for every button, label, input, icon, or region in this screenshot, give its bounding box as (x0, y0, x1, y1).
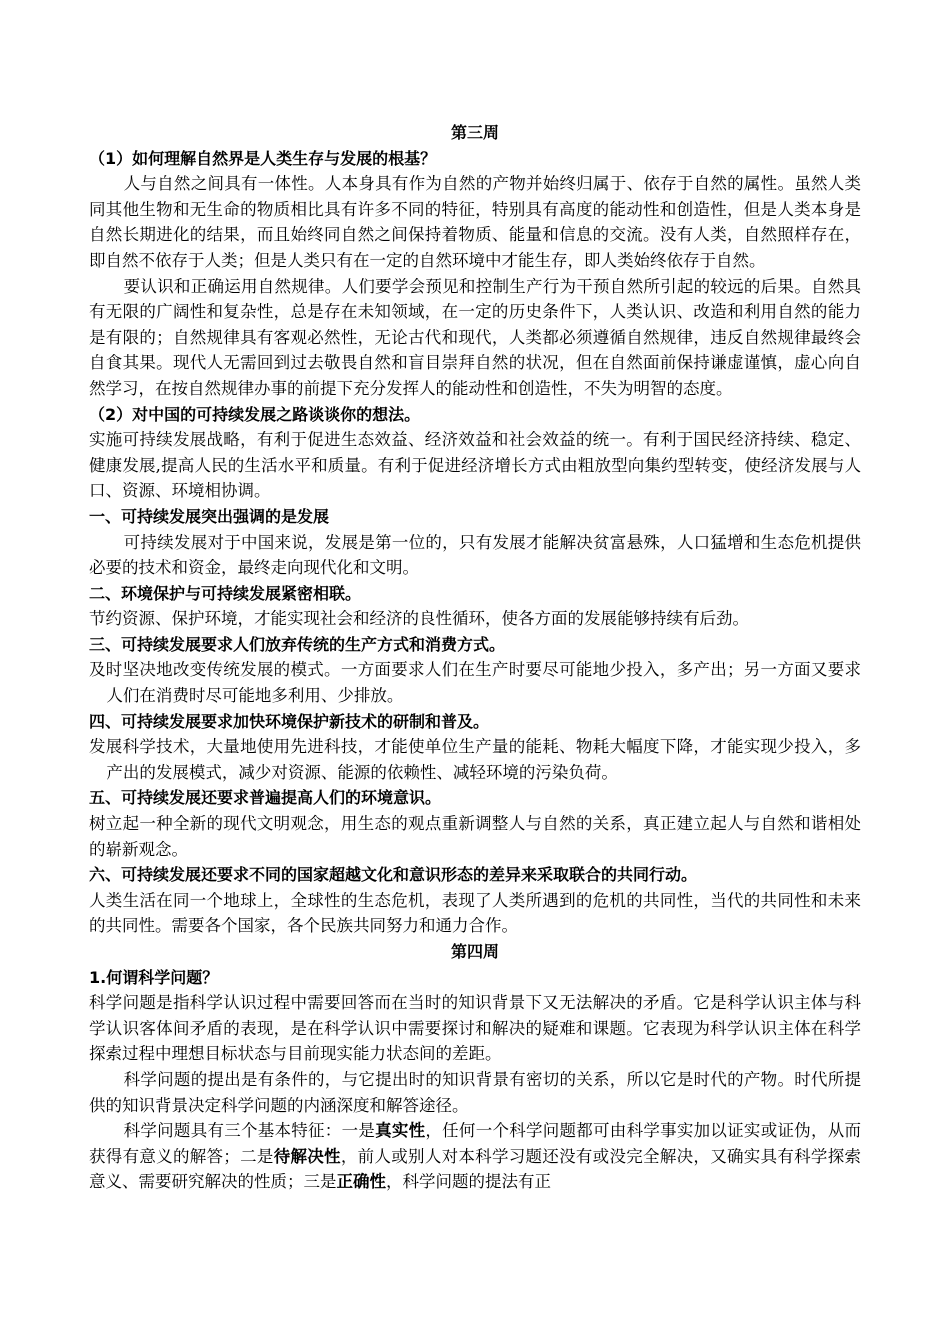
week3-q1-heading: （1）如何理解自然界是人类生存与发展的根基？ (89, 148, 437, 168)
week4-title: 第四周 (450, 942, 499, 961)
week3-title: 第三周 (450, 123, 499, 142)
week4-q1-paragraph-3 (89, 1118, 861, 1195)
section-3-body: 及时坚决地改变传统发展的模式。一方面要求人们在生产时要尽可能地少投入，多产出；另一方面又要求人们在消费时尽可能地多利用、少排放。 (89, 660, 861, 706)
keyword-unsolved: 待解决性 (273, 1146, 341, 1166)
p3-text-c: ，前人或别人对本科学习题还没有或没完全解决，又确实具有科学探索意义、需要研究解决的性质；三是 (89, 1146, 862, 1192)
section-4-heading: 四、可持续发展要求加快环境保护新技术的研制和普及。 (89, 711, 490, 731)
section-5-heading: 五、可持续发展还要求普遍提高人们的环境意识。 (89, 788, 442, 808)
section-3-heading: 三、可持续发展要求人们放弃传统的生产方式和消费方式。 (89, 634, 506, 654)
document-page (89, 120, 861, 1195)
week3-q2-intro: 实施可持续发展战略，有利于促进生态效益、经济效益和社会效益的统一。有利于国民经济持续、稳定、健康发展,提高人民的生活水平和质量。有利于促进经济增长方式由粗放型向集约型转变，使经济发展与人口、资源、环境相协调。 (89, 430, 861, 501)
week3-q1-paragraph-2: 要认识和正确运用自然规律。人们要学会预见和控制生产行为干预自然所引起的较远的后果。自然具有无限的广阔性和复杂性，总是存在未知领域，在一定的历史条件下，人类认识、改造和利用自然的能力是有限的；自然规律具有客观必然性，无论古代和现代，人类都必须遵循自然规律，违反自然规律最终会自食其果。现代人无需回到过去敬畏自然和盲目崇拜自然的状况，但在自然面前保持谦虚谨慎，虚心向自然学习，在按自然规律办事的前提下充分发挥人的能动性和创造性，不失为明智的态度。 (89, 276, 861, 398)
section-2-body: 节约资源、保护环境，才能实现社会和经济的良性循环，使各方面的发展能够持续有后劲。 (89, 609, 749, 629)
week4-q1-paragraph-1: 科学问题是指科学认识过程中需要回答而在当时的知识背景下又无法解决的矛盾。它是科学认识主体与科学认识客体间矛盾的表现，是在科学认识中需要探讨和解决的疑难和课题。它表现为科学认识主体在科学探索过程中理想目标状态与目前现实能力状态间的差距。 (89, 993, 861, 1064)
keyword-authenticity: 真实性 (375, 1121, 426, 1141)
p3-text-b: ，任何一个科学问题都可由科学事实加以证实或证伪，从而获得有意义的解答；二是 (89, 1121, 862, 1166)
p3-text-a: 科学问题具有三个基本特征：一是 (123, 1121, 376, 1141)
keyword-correctness: 正确性 (336, 1172, 386, 1192)
section-1-body: 可持续发展对于中国来说，发展是第一位的，只有发展才能解决贫富悬殊，人口猛增和生态危机提供必要的技术和资金，最终走向现代化和文明。 (89, 532, 861, 578)
section-1-heading: 一、可持续发展突出强调的是发展 (89, 506, 330, 526)
section-2-heading: 二、环境保护与可持续发展紧密相联。 (89, 583, 362, 603)
section-6-heading: 六、可持续发展还要求不同的国家超越文化和意识形态的差异来采取联合的共同行动。 (89, 865, 698, 885)
week3-q2-heading: （2）对中国的可持续发展之路谈谈你的想法。 (89, 404, 421, 424)
section-6-body: 人类生活在同一个地球上，全球性的生态危机，表现了人类所遇到的危机的共同性，当代的共同性和未来的共同性。需要各个国家，各个民族共同努力和通力合作。 (89, 890, 861, 936)
section-4-body: 发展科学技术，大量地使用先进科技，才能使单位生产量的能耗、物耗大幅度下降，才能实现少投入，多产出的发展模式，减少对资源、能源的依赖性、减轻环境的污染负荷。 (89, 737, 861, 782)
week4-q1-heading: 1.何谓科学问题？ (89, 967, 219, 987)
week4-q1-paragraph-2: 科学问题的提出是有条件的，与它提出时的知识背景有密切的关系，所以它是时代的产物。时代所提供的知识背景决定科学问题的内涵深度和解答途径。 (89, 1069, 861, 1115)
section-5-body: 树立起一种全新的现代文明观念，用生态的观点重新调整人与自然的关系，真正建立起人与自然和谐相处的崭新观念。 (89, 814, 861, 859)
p3-text-d: ，科学问题的提法有正 (386, 1172, 551, 1192)
week3-q1-paragraph-1: 人与自然之间具有一体性。人本身具有作为自然的产物并始终归属于、依存于自然的属性。虽然人类同其他生物和无生命的物质相比具有许多不同的特征，特别具有高度的能动性和创造性，但是人类本身是自然长期进化的结果，而且始终同自然之间保持着物质、能量和信息的交流。没有人类，自然照样存在，即自然不依存于人类；但是人类只有在一定的自然环境中才能生存，即人类始终依存于自然。 (89, 174, 861, 270)
